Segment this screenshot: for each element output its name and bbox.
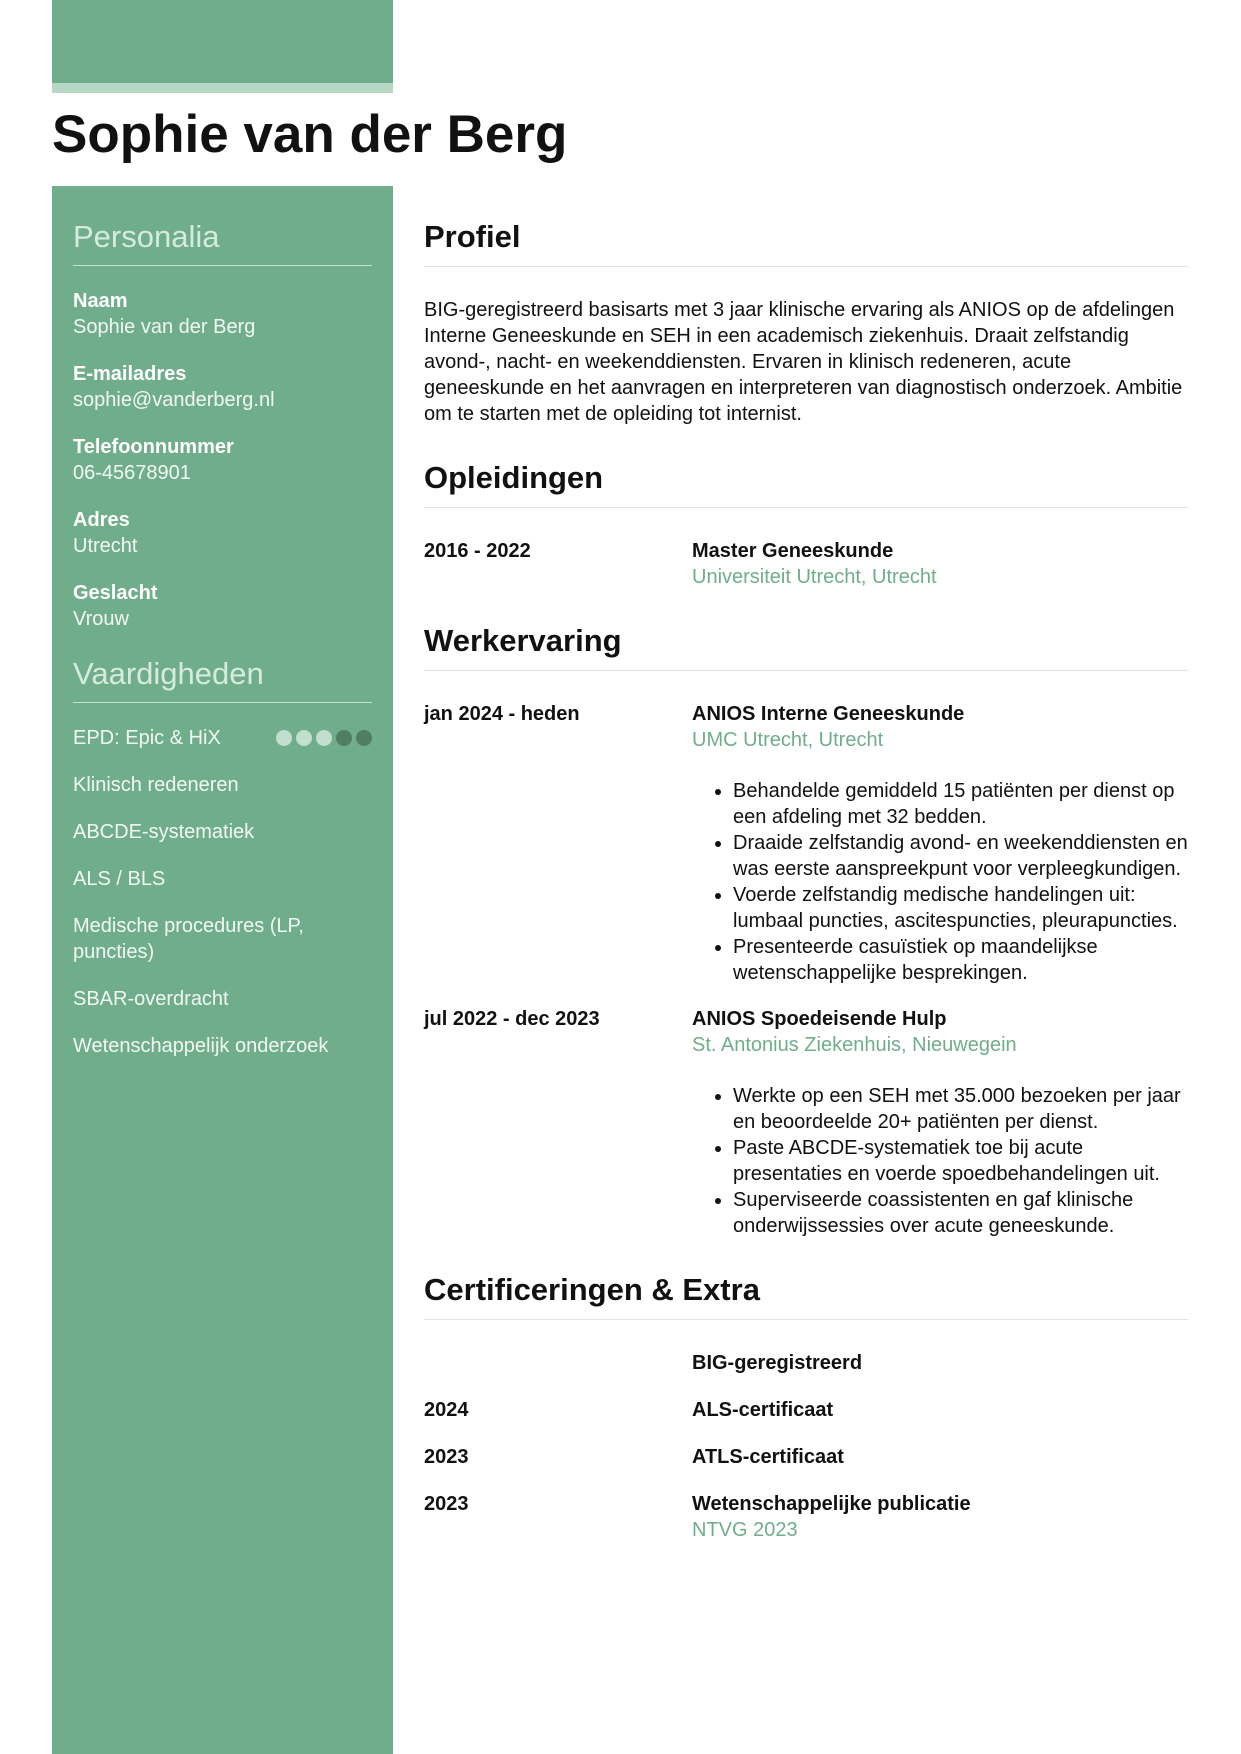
entry-date: 2024 <box>424 1399 469 1421</box>
skill-item <box>73 986 372 1012</box>
entry-date: jul 2022 - dec 2023 <box>424 1008 600 1030</box>
entry-date: 2023 <box>424 1446 469 1468</box>
personal-label: E-mailadres <box>73 363 187 385</box>
personal-item-email <box>73 361 372 413</box>
entry-title: Wetenschappelijke publicatie <box>692 1493 971 1515</box>
personal-item-address <box>73 507 372 559</box>
section-title: Profiel <box>424 219 521 254</box>
personal-item-name <box>73 288 372 340</box>
skill-item <box>73 1033 372 1059</box>
divider <box>424 670 1188 671</box>
header-color-band <box>52 0 393 83</box>
bullet-item: • Behandelde gemiddeld 15 patiënten per dienst op een afdeling met 32 bedden. <box>733 778 1188 830</box>
personal-heading: Personalia <box>73 219 220 254</box>
skill-name: EPD: Epic & HiX <box>73 727 221 749</box>
sidebar <box>52 186 393 1754</box>
bullet-item: • Paste ABCDE-systematiek toe bij acute presentaties en voerde spoedbehandelingen uit. <box>733 1135 1188 1187</box>
certification-entry <box>424 1350 1188 1376</box>
candidate-name: Sophie van der Berg <box>52 105 568 164</box>
entry-title: Master Geneeskunde <box>692 540 894 562</box>
rating-dot <box>316 730 332 746</box>
skill-item <box>73 866 372 892</box>
bullet-item: • Werkte op een SEH met 35.000 bezoeken per jaar en beoordeelde 20+ patiënten per dienst. <box>733 1083 1188 1135</box>
certification-entry <box>424 1444 1188 1470</box>
section-title: Certificeringen & Extra <box>424 1272 760 1307</box>
entry-title: ANIOS Spoedeisende Hulp <box>692 1008 947 1030</box>
rating-dot <box>276 730 292 746</box>
divider <box>73 265 372 266</box>
bullet-item: • Superviseerde coassistenten en gaf klinische onderwijssessies over acute geneeskunde. <box>733 1187 1188 1239</box>
bullet-item: • Draaide zelfstandig avond- en weekenddiensten en was eerste aanspreekpunt voor verpleegkundigen. <box>733 830 1188 882</box>
personal-value: Vrouw <box>73 608 129 630</box>
personal-label: Geslacht <box>73 582 158 604</box>
personal-label: Telefoonnummer <box>73 436 234 458</box>
section-title: Werkervaring <box>424 623 622 658</box>
divider <box>424 1319 1188 1320</box>
skill-item <box>73 725 372 751</box>
entry-title: BIG-geregistreerd <box>692 1352 863 1374</box>
bullet-item: • Presenteerde casuïstiek op maandelijkse wetenschappelijke besprekingen. <box>733 934 1188 986</box>
entry-employer: St. Antonius Ziekenhuis, Nieuwegein <box>692 1034 1017 1056</box>
entry-title: ANIOS Interne Geneeskunde <box>692 703 965 725</box>
rating-dot <box>336 730 352 746</box>
education-section <box>424 457 1188 590</box>
skill-item <box>73 772 372 798</box>
skill-name: Wetenschappelijk onderzoek <box>73 1035 329 1057</box>
skills-heading: Vaardigheden <box>73 656 264 691</box>
personal-item-phone <box>73 434 372 486</box>
skill-item <box>73 913 372 965</box>
skill-rating <box>276 730 372 746</box>
profile-section <box>424 216 1188 427</box>
header-accent-stripe <box>52 83 393 93</box>
certification-entry <box>424 1397 1188 1423</box>
skill-name: ALS / BLS <box>73 868 166 890</box>
entry-source: NTVG 2023 <box>692 1519 798 1541</box>
skill-name: ABCDE-systematiek <box>73 821 255 843</box>
email-link[interactable]: sophie@vanderberg.nl <box>73 389 275 411</box>
personal-list <box>73 288 372 632</box>
main-content <box>424 186 1188 1564</box>
personal-label: Adres <box>73 509 130 531</box>
bullet-item: • Voerde zelfstandig medische handelingen uit: lumbaal puncties, ascitespuncties, pleurapuncties. <box>733 882 1188 934</box>
personal-item-gender <box>73 580 372 632</box>
skill-name: SBAR-overdracht <box>73 988 229 1010</box>
experience-entry <box>424 701 1188 986</box>
entry-title: ALS-certificaat <box>692 1399 834 1421</box>
profile-text: BIG-geregistreerd basisarts met 3 jaar klinische ervaring als ANIOS op de afdelingen Interne Geneeskunde en SEH in een academisch ziekenhuis. Draait zelfstandig avond-, nacht- en weekenddiensten. Ervaren in klinisch redeneren, acute geneeskunde en het aanvragen en interpreteren van diagnostisch onderzoek. Ambitie om te starten met de opleiding tot internist. <box>424 299 1183 425</box>
skill-item <box>73 819 372 845</box>
experience-entry <box>424 1006 1188 1239</box>
personal-value: Utrecht <box>73 535 138 557</box>
education-entry <box>424 538 1188 590</box>
divider <box>73 702 372 703</box>
entry-institution: Universiteit Utrecht, Utrecht <box>692 566 937 588</box>
entry-date: 2016 - 2022 <box>424 540 531 562</box>
bullet-list <box>692 778 1188 986</box>
entry-date <box>424 1350 692 1376</box>
entry-employer: UMC Utrecht, Utrecht <box>692 729 884 751</box>
skill-name: Klinisch redeneren <box>73 774 239 796</box>
skill-name: Medische procedures (LP, puncties) <box>73 915 304 963</box>
phone-link[interactable]: 06-45678901 <box>73 462 191 484</box>
rating-dot <box>356 730 372 746</box>
bullet-list <box>692 1083 1188 1239</box>
divider <box>424 266 1188 267</box>
entry-date: jan 2024 - heden <box>424 703 580 725</box>
section-title: Opleidingen <box>424 460 604 495</box>
skills-list <box>73 725 372 1059</box>
experience-section <box>424 620 1188 1239</box>
certification-entry <box>424 1491 1188 1543</box>
certifications-section <box>424 1269 1188 1543</box>
personal-value: Sophie van der Berg <box>73 316 256 338</box>
entry-date: 2023 <box>424 1493 469 1515</box>
personal-label: Naam <box>73 290 128 312</box>
rating-dot <box>296 730 312 746</box>
divider <box>424 507 1188 508</box>
entry-title: ATLS-certificaat <box>692 1446 844 1468</box>
